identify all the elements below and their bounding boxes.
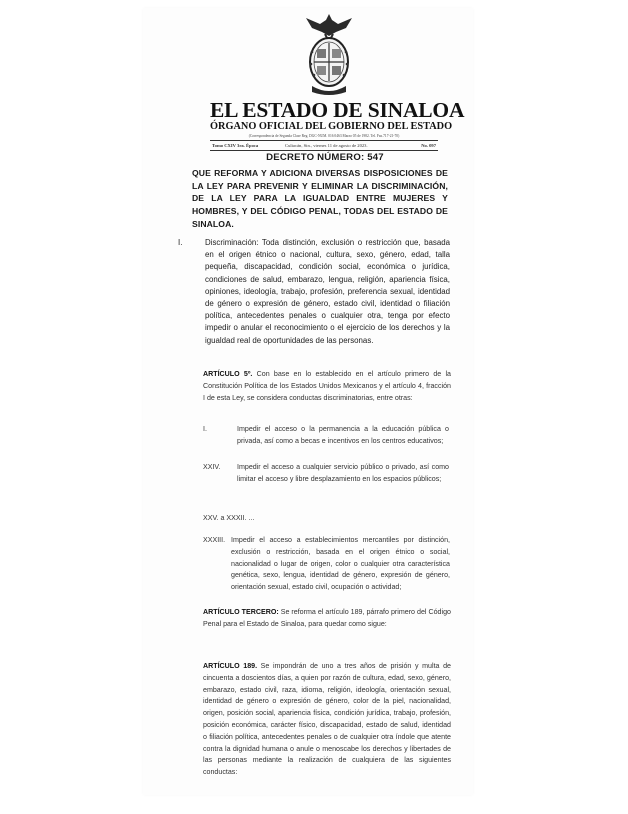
article-5-text: Con base en lo establecido en el artículo primero de la Constitución Política de los Estados Unidos Mexicanos y el artículo 4, fracción I de esta Ley, se considera conductas discriminatorias, entre otras:	[203, 370, 451, 402]
article-third-text: Se reforma el artículo 189, párrafo primero del Código Penal para el Estado de Sinaloa, para quedar como sigue:	[203, 608, 451, 628]
article-189-text: Se impondrán de uno a tres años de prisión y multa de cincuenta a doscientos días, a quien por razón de cultura, edad, sexo, género, embarazo, estado civil, raza, idioma, religión, ideología, orientación sexual, identidad de género o expresión de género, color de la piel, nacionalidad, origen, posición social, apariencia física, condición jurídica, trabajo, profesión, posición económica, carácter físico, discapacidad, estado de salud, identidad o filiación política, antecedentes penales o de cualquier otra índole que atente contra la dignidad humana o anule o menoscabe los derechos y libertades de las personas mediante la realización de cualquiera de las siguientes conductas:	[203, 662, 451, 777]
article-189-paragraph	[203, 661, 451, 779]
fraction-range: XXV. a XXXII. ...	[203, 514, 255, 522]
fraction-text: Impedir el acceso a establecimientos mercantiles por distinción, exclusión o restricción, basada en el origen étnico o social, nacionalidad o lugar de origen, color o cualquier otra característica genética, sexo, lengua, identidad de género, expresión de género, orientación sexual, estado civil, ocupación o actividad;	[231, 536, 450, 592]
definition-text: Discriminación: Toda distinción, exclusión o restricción que, basada en el origen étnico o nacional, cultura, sexo, género, edad, talla pequeña, discapacidad, condición social, económica o jurídica, condiciones de salud, embarazo, lengua, religión, apariencia física, opiniones, ideología, trabajo, profesión, preferencia sexual, identidad de género o expresión de género, estado civil, identidad o filiación política, antecedentes penales o cualquier otra, tenga por efecto impedir o anular el reconocimiento o el ejercicio de los derechos y la igualdad real de oportunidades de las personas.	[205, 238, 450, 345]
publication-subtitle: ÓRGANO OFICIAL DEL GOBIERNO DEL ESTADO	[210, 121, 453, 132]
fraction-numeral: I.	[203, 425, 207, 433]
article-third-paragraph	[203, 607, 451, 631]
publication-title: EL ESTADO DE SINALOA	[210, 98, 465, 122]
place-date: Culiacán, Sin., viernes 11 de agosto de 2023.	[285, 143, 368, 148]
fraction-text: Impedir el acceso a cualquier servicio público o privado, así como limitar el acceso y libre desplazamiento en los espacios públicos;	[237, 463, 449, 483]
fraction-numeral: XXXIII.	[203, 536, 226, 544]
article-third-heading: ARTÍCULO TERCERO:	[203, 608, 279, 616]
article-189-heading: ARTÍCULO 189.	[203, 662, 258, 670]
definition-numeral: I.	[178, 238, 183, 247]
sinaloa-coat-of-arms-icon	[302, 12, 356, 98]
issue-number: No. 097	[421, 143, 436, 148]
article-5-heading: ARTÍCULO 5º.	[203, 370, 253, 378]
decree-title: QUE REFORMA Y ADICIONA DIVERSAS DISPOSICIONES DE LA LEY PARA PREVENIR Y ELIMINAR LA DISCRIMINACIÓN, DE LA LEY PARA LA IGUALDAD ENTRE MUJERES Y HOMBRES, Y DEL CÓDIGO PENAL, TODAS DEL ESTADO DE SINALOA.	[192, 168, 448, 229]
issue-bar	[210, 140, 438, 151]
fraction-numeral: XXIV.	[203, 463, 221, 471]
registration-line: (Correspondencia de Segunda Clase Reg. DGC-NUM. 016 0463 Marzo 05 de 1982. Tel. Fax.717-21-70)	[248, 134, 400, 138]
volume-label: Tomo CXIV 3ra. Época	[212, 143, 259, 148]
fraction-text: Impedir el acceso o la permanencia a la educación pública o privada, así como a becas e incentivos en los centros educativos;	[237, 425, 449, 445]
article-5-paragraph	[203, 369, 451, 404]
decree-number: DECRETO NÚMERO: 547	[266, 152, 384, 163]
